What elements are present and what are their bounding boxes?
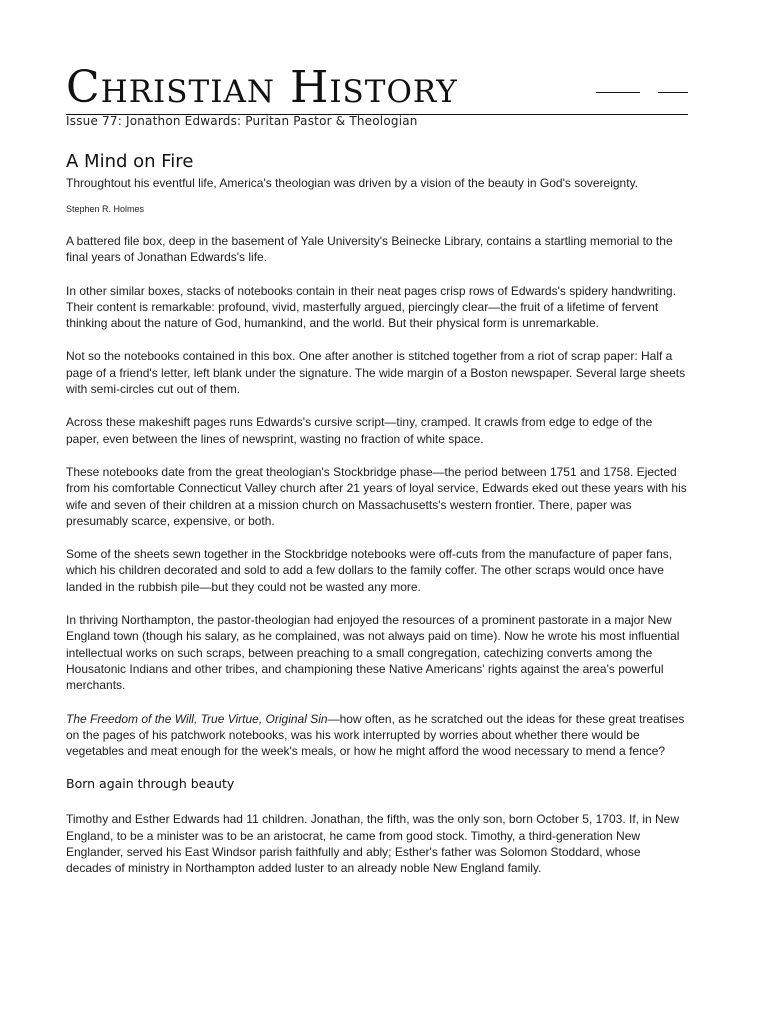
paragraph: Across these makeshift pages runs Edwards's cursive script—tiny, cramped. It crawls from edge to edge of the paper, even between the lines of newsprint, wasting no fraction of white space. <box>66 415 653 446</box>
masthead-dash <box>658 92 688 93</box>
article-title: A Mind on Fire <box>66 151 194 172</box>
section-heading: Born again through beauty <box>66 776 235 792</box>
paragraph: In thriving Northampton, the pastor-theologian had enjoyed the resources of a prominent pastorate in a major New England town (though his salary, as he complained, was not always paid on time). Now he wrote his most influential intellectual works on such scraps, between preaching to a small congregation, catechizing converts among the Housatonic Indians and other tribes, and championing these Native Americans' rights against the area's powerful merchants. <box>66 613 680 693</box>
paragraph: In other similar boxes, stacks of notebooks contain in their neat pages crisp rows of Edwards's spidery handwriting. Their content is remarkable: profound, vivid, masterfully argued, piercingly clear—the fruit of a lifetime of fervent thinking about the nature of God, humankind, and the world. But their physical form is unremarkable. <box>66 283 676 331</box>
paragraph: Timothy and Esther Edwards had 11 children. Jonathan, the fifth, was the only son, born October 5, 1703. If, in New England, to be a minister was to be an aristocrat, he came from good stock. Timothy, a third-generation New Englander, served his East Windsor parish faithfully and ably; Esther's father was Solomon Stoddard, whose decades of ministry in Northampton added luster to an already noble New England family. <box>66 812 680 876</box>
article-body <box>66 150 688 894</box>
article-author: Stephen R. Holmes <box>66 204 145 214</box>
treatise-titles: The Freedom of the Will, True Virtue, Original Sin <box>66 711 328 726</box>
paragraph <box>66 711 688 760</box>
publication-logo: Christian History <box>66 62 458 113</box>
issue-line: Issue 77: Jonathon Edwards: Puritan Pastor & Theologian <box>66 114 418 128</box>
masthead-dash <box>596 92 640 93</box>
article-dek: Throughtout his eventful life, America's theologian was driven by a vision of the beauty in God's sovereignty. <box>66 176 639 190</box>
masthead <box>66 64 688 116</box>
paragraph: Not so the notebooks contained in this box. One after another is stitched together from a riot of scrap paper: Half a page of a friend's letter, left blank under the signature. The wide margin of a Boston newspaper. Several large sheets with semi-circles cut out of them. <box>66 349 686 397</box>
paragraph-text: —how often, as he scratched out the ideas for these great treatises on the pages of his patchwork notebooks, was his work interrupted by worries about whether there would be vegetables and meat enough for the week's meals, or how he might afford the wood necessary to mend a fence? <box>66 711 685 759</box>
paragraph: Some of the sheets sewn together in the Stockbridge notebooks were off-cuts from the manufacture of paper fans, which his children decorated and sold to add a few dollars to the family coffer. The other scraps would once have landed in the rubbish pile—but they could not be wasted any more. <box>66 547 673 594</box>
paragraph: These notebooks date from the great theologian's Stockbridge phase—the period between 1751 and 1758. Ejected from his comfortable Connecticut Valley church after 21 years of loyal service, Edwards eked out these years with his wife and seven of their children at a mission church on Massachusetts's western frontier. There, paper was presumably scarce, expensive, or both. <box>66 464 687 528</box>
paragraph: A battered file box, deep in the basement of Yale University's Beinecke Library, contains a startling memorial to the final years of Jonathan Edwards's life. <box>66 234 673 265</box>
